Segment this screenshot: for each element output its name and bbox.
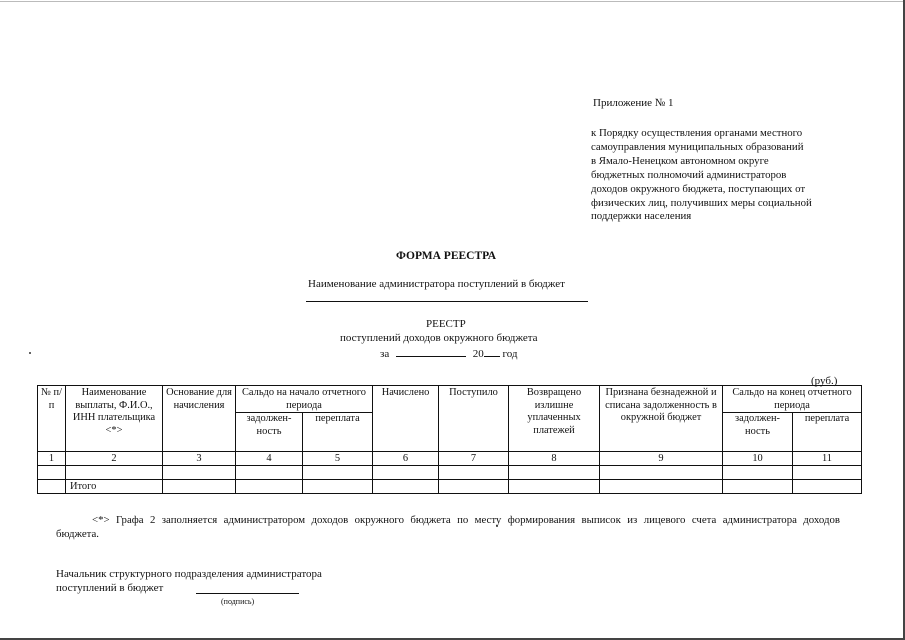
table-cell[interactable]	[723, 466, 793, 480]
col-header-balance-start: Сальдо на начало отчетного периода	[236, 386, 373, 413]
col-header-balance-end: Сальдо на конец отчетного периода	[723, 386, 862, 413]
signature-title-line2: поступлений в бюджет	[56, 582, 164, 594]
year-prefix: за	[380, 348, 390, 360]
table-cell[interactable]	[236, 466, 303, 480]
table-cell[interactable]	[373, 466, 439, 480]
subheader-start-overpay: переплата	[303, 413, 373, 452]
register-table	[37, 385, 862, 494]
subheader-end-debt: задолжен- ность	[723, 413, 793, 452]
year-suffix: год	[502, 348, 518, 360]
scan-top-edge	[0, 1, 905, 2]
col-header-accrued: Начислено	[373, 386, 439, 452]
appendix-reference	[591, 127, 861, 224]
appendix-line: доходов окружного бюджета, поступающих от	[591, 182, 806, 195]
footnote-mark: <*>	[92, 514, 110, 526]
col-header-basis: Основание для начисления	[163, 386, 236, 452]
appendix-line: поддержки населения	[591, 210, 692, 223]
table-cell[interactable]	[439, 480, 509, 494]
subheader-end-overpay: переплата	[793, 413, 862, 452]
table-cell[interactable]	[163, 480, 236, 494]
appendix-line: физических лиц, получивших меры социальной	[591, 196, 812, 209]
table-cell[interactable]	[303, 466, 373, 480]
table-cell[interactable]	[236, 480, 303, 494]
column-number: 2	[66, 452, 163, 466]
column-number: 9	[600, 452, 723, 466]
appendix-line: в Ямало-Ненецком автономном округе	[591, 154, 769, 167]
column-number: 7	[439, 452, 509, 466]
register-subtitle: поступлений доходов окружного бюджета	[340, 332, 538, 344]
signature-line[interactable]	[196, 593, 299, 594]
administrator-name-line[interactable]	[306, 301, 588, 302]
register-year-line	[380, 346, 518, 360]
column-number: 8	[509, 452, 600, 466]
appendix-line: к Порядку осуществления органами местного	[591, 127, 803, 139]
table-cell[interactable]	[373, 480, 439, 494]
column-number: 10	[723, 452, 793, 466]
footnote-text: Графа 2 заполняется администратором доходов окружного бюджета по месту формирования выписок из лицевого счета администратора доходов бюджета.	[56, 514, 840, 540]
total-row	[38, 480, 862, 494]
col-header-number: № п/п	[38, 386, 66, 452]
date-blank[interactable]	[396, 346, 466, 357]
appendix-line: бюджетных полномочий администраторов	[591, 168, 787, 181]
appendix-title: Приложение № 1	[593, 97, 674, 109]
appendix-line: самоуправления муниципальных образований	[591, 140, 804, 153]
year-blank[interactable]	[484, 346, 500, 357]
table-cell[interactable]	[303, 480, 373, 494]
form-title: ФОРМА РЕЕСТРА	[396, 250, 497, 262]
administrator-label: Наименование администратора поступлений в бюджет	[308, 278, 565, 290]
col-header-name: Наименование выплаты, Ф.И.О., ИНН плательщика <*>	[66, 386, 163, 452]
column-number: 5	[303, 452, 373, 466]
column-number: 1	[38, 452, 66, 466]
register-title: РЕЕСТР	[426, 318, 466, 330]
units-label: (руб.)	[811, 375, 838, 387]
col-header-bad-debt: Признана безнадежной и списана задолженность в окружной бюджет	[600, 386, 723, 452]
column-number: 6	[373, 452, 439, 466]
column-number-row	[38, 452, 862, 466]
table-cell[interactable]	[600, 466, 723, 480]
column-number: 11	[793, 452, 862, 466]
table-cell[interactable]	[509, 480, 600, 494]
table-cell[interactable]	[793, 480, 862, 494]
table-cell[interactable]	[38, 466, 66, 480]
table-cell[interactable]	[38, 480, 66, 494]
column-number: 4	[236, 452, 303, 466]
col-header-received: Поступило	[439, 386, 509, 452]
table-cell[interactable]	[163, 466, 236, 480]
table-cell[interactable]	[509, 466, 600, 480]
table-cell[interactable]	[600, 480, 723, 494]
signature-caption: (подпись)	[221, 597, 255, 606]
table-row	[38, 466, 862, 480]
total-label: Итого	[66, 480, 163, 494]
table-cell[interactable]	[793, 466, 862, 480]
subheader-start-debt: задолжен- ность	[236, 413, 303, 452]
table-cell[interactable]	[66, 466, 163, 480]
column-number: 3	[163, 452, 236, 466]
signature-title-line1: Начальник структурного подразделения администратора	[56, 568, 322, 580]
table-cell[interactable]	[439, 466, 509, 480]
scan-speck	[29, 352, 31, 354]
table-cell[interactable]	[723, 480, 793, 494]
year-middle: 20	[472, 348, 484, 360]
footnote	[56, 513, 840, 541]
col-header-returned: Возвращено излишне уплаченных платежей	[509, 386, 600, 452]
